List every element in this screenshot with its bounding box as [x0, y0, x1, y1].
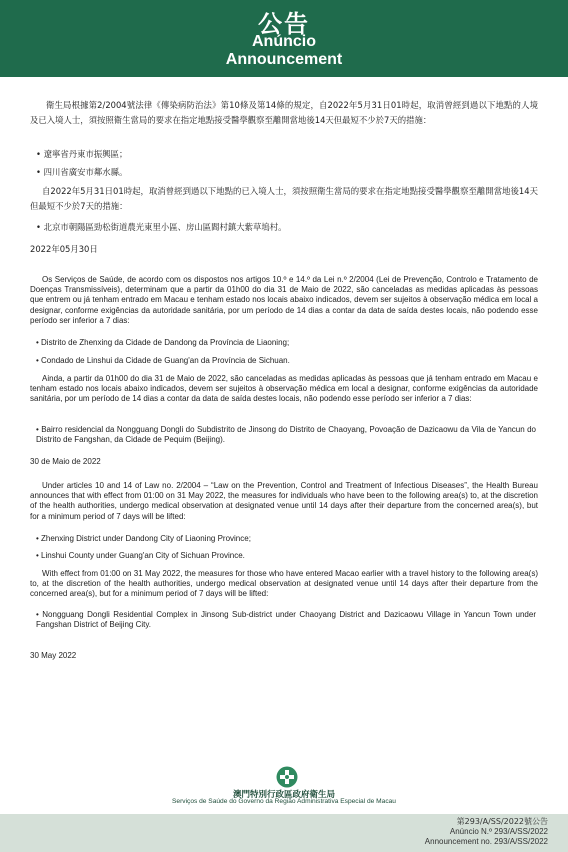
header-title-zh: 公告 — [258, 10, 310, 38]
zh-intro: 衛生局根據第2/2004號法律《傳染病防治法》第10條及第14條的規定，自2022年5月31日01時起，取消曾經到過以下地點的人境及已入境人士，須按照衛生當局的要求在指定地點接受醫學觀察至離開當地後14天但最短不少於7天的措施： — [30, 100, 538, 125]
announcement-header — [0, 0, 568, 77]
pt-para-2: Ainda, a partir da 01h00 do dia 31 de Maio de 2022, são canceladas as medidas aplicadas às pessoas que já tenham entrado em Macau e tenham estado nos locais abaixo indicados, devem ser sujeitos à observação médica em local a designar, conforme exigências da autoridade sanitária, por um período de 14 dias a contar da data de saída destes locais, não podendo esse período ser inferior a 7 dias: — [30, 374, 538, 404]
en-para-2: With effect from 01:00 on 31 May 2022, the measures for those who have entered Macao earlier with a travel history to the following area(s) to, at the discretion of the health authorities, undergo medical observation at designated venue until 14 days after their departure from the concerned area(s), but for a minimum period of 7 days will be lifted: — [30, 569, 538, 599]
zh-item-2: • 四川省廣安市鄰水縣。 — [36, 167, 128, 177]
zh-item-3: • 北京市朝陽區勁松街道農光東里小區、房山區閻村鎮大紫草塢村。 — [36, 222, 287, 232]
pt-item-1: • Distrito de Zhenxing da Cidade de Dandong da Província de Liaoning; — [36, 338, 290, 347]
reference-pt: Anúncio N.º 293/A/SS/2022 — [449, 827, 548, 836]
pt-item-3: • Bairro residencial da Nongguang Dongli do Subdistrito de Jinsong do Distrito de Chaoyang, Povoação de Dazicaowu da Vila de Yancun do Distrito de Fangshan, da Cidade de Pequim (Beijing). — [36, 425, 536, 445]
header-title-en: Announcement — [225, 51, 343, 68]
reference-zh: 第293/A/SS/2022號公告 — [456, 817, 548, 826]
pt-intro: Os Serviços de Saúde, de acordo com os dispostos nos artigos 10.º e 14.º da Lei n.º 2/2004 (Lei de Prevenção, Controlo e Tratamento de Doenças Transmissíveis), determinam que a partir da 01h00 do dia 31 de Maio de 2022, são canceladas as medidas aplicadas às pessoas que entrem ou já tenham entrado em Macau e tenham estado nos locais abaixo indicados, devem ser sujeitos à observação médica em local a designar, conforme exigências da autoridade sanitária, por um período de 14 dias a contar da data de saída destes locais, não podendo esse período ser inferior a 7 dias: — [30, 275, 538, 325]
en-item-3: • Nongguang Dongli Residential Complex in Jinsong Sub-district under Chaoyang District and Dazicaowu Village in Yancun Town under Fangshan District of Beijing City. — [36, 610, 536, 630]
health-bureau-logo-icon — [276, 766, 298, 788]
en-intro: Under articles 10 and 14 of Law no. 2/2004 – “Law on the Prevention, Control and Treatment of Infectious Diseases”, the Health Bureau announces that with effect from 01:00 on 31 May 2022, the measures for individuals who have been to the following area(s) to, at the discretion of the health authorities, undergo medical observation at designated venue until 14 days after their departure from the concerned area(s), but for a minimum period of 7 days will be lifted: — [30, 481, 538, 521]
header-title-pt: Anúncio — [252, 33, 316, 50]
pt-item-2: • Condado de Linshui da Cidade de Guang'an da Província de Sichuan. — [36, 356, 290, 365]
zh-para-2: 自2022年5月31日01時起，取消曾經到過以下地點的已入境人士，須按照衛生當局的要求在指定地點接受醫學觀察至離開當地後14天但最短不少於7天的措施： — [30, 186, 538, 211]
zh-item-1: • 遼寧省丹東市振興區； — [36, 149, 128, 159]
zh-date: 2022年05月30日 — [30, 244, 98, 254]
pt-date: 30 de Maio de 2022 — [30, 457, 101, 466]
footer-org-zh: 澳門特別行政區政府衛生局 — [232, 790, 335, 800]
reference-bar — [0, 814, 568, 852]
en-item-1: • Zhenxing District under Dandong City of Liaoning Province; — [36, 534, 251, 543]
footer-org-pt: Serviços de Saúde do Governo da Região Administrativa Especial de Macau — [172, 798, 396, 805]
en-date: 30 May 2022 — [30, 651, 77, 660]
en-item-2: • Linshui County under Guang'an City of Sichuan Province. — [36, 551, 245, 560]
reference-en: Announcement no. 293/A/SS/2022 — [424, 837, 548, 846]
